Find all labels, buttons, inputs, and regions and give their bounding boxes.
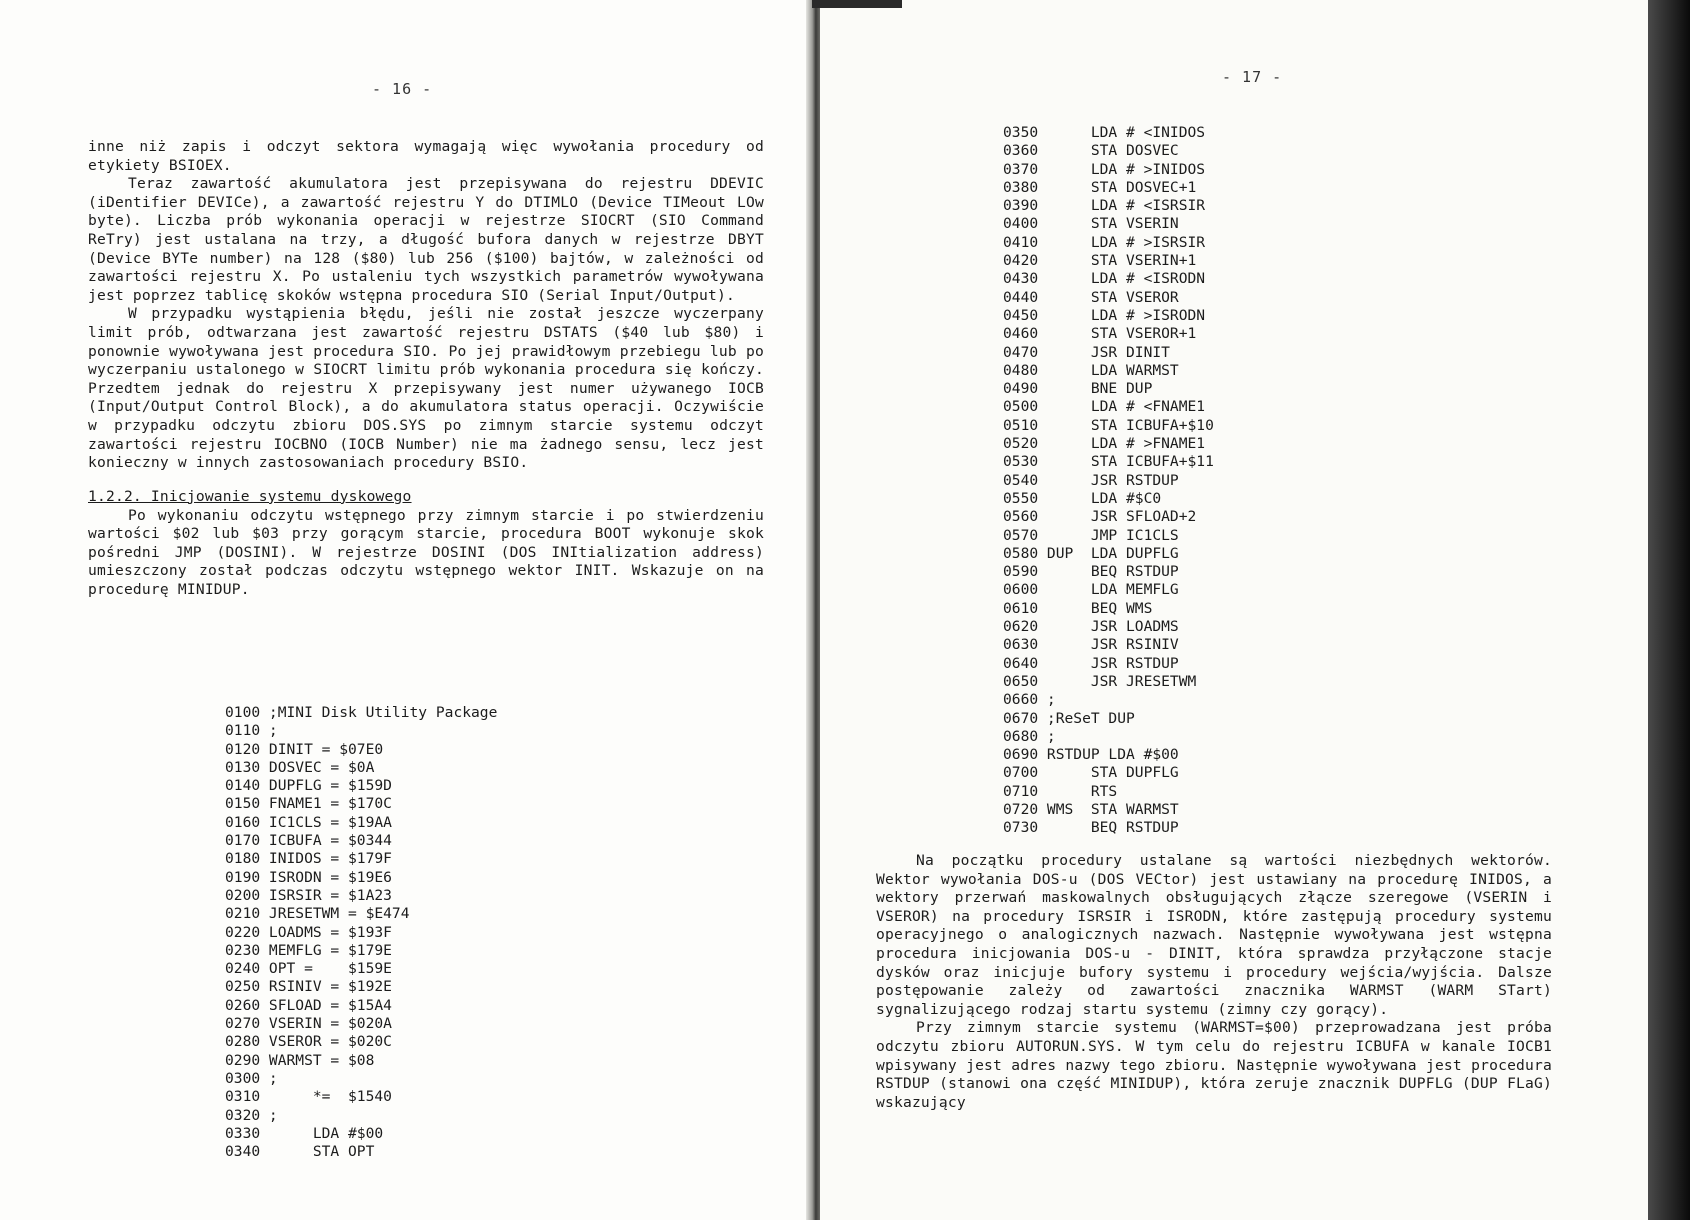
- code-line: 0610 BEQ WMS: [1003, 599, 1153, 617]
- code-line: 0640 JSR RSTDUP: [1003, 654, 1179, 672]
- code-line: 0370 LDA # >INIDOS: [1003, 160, 1206, 178]
- right-page: [812, 0, 1648, 1220]
- code-listing-left: [225, 704, 497, 1161]
- code-line: 0240 OPT = $159E: [225, 960, 392, 978]
- code-line: 0720 WMS STA WARMST: [1003, 800, 1179, 818]
- code-line: 0220 LOADMS = $193F: [225, 923, 392, 941]
- code-line: 0730 BEQ RSTDUP: [1003, 819, 1179, 837]
- code-line: 0200 ISRSIR = $1A23: [225, 886, 392, 904]
- left-page: [0, 0, 812, 1220]
- paragraph: Po wykonaniu odczytu wstępnego przy zimnym starcie i po stwierdzeniu wartości $02 lub $03 przy gorącym starcie, procedura BOOT wykonuje skok pośredni JMP (DOSINI). W rejestrze DOSINI (DOS INItialization address) umieszczony został podczas odczytu wstępnego wektor INIT. Wskazuje on na procedurę MINIDUP.: [88, 506, 764, 599]
- code-line: 0400 STA VSERIN: [1003, 215, 1179, 233]
- code-line: 0320 ;: [225, 1106, 278, 1124]
- code-line: 0500 LDA # <FNAME1: [1003, 398, 1206, 416]
- code-line: 0410 LDA # >ISRSIR: [1003, 233, 1206, 251]
- paragraph: W przypadku wystąpienia błędu, jeśli nie został jeszcze wyczerpany limit prób, odtwarzana jest zawartość rejestru DSTATS ($40 lub $80) i ponownie wywoływana jest procedura SIO. Po jej prawidłowym przebiegu lub po wyczerpaniu ustalonego w SIOCRT limitu prób wykonania procedura się kończy. Przedtem jednak do rejestru X przepisywany jest numer używanego IOCB (Input/Output Control Block), a do akumulatora status operacji. Oczywiście w przypadku odczytu zbioru DOS.SYS po zimnym starcie systemu odczyt zawartości rejestru IOCBNO (IOCB Number) nie ma żadnego sensu, lecz jest konieczny w innych zastosowaniach procedury BSIO.: [88, 305, 764, 472]
- page-edge-shadow: [1648, 0, 1690, 1220]
- paragraph: inne niż zapis i odczyt sektora wymagają więc wywołania procedury od etykiety BSIOEX.: [88, 138, 764, 174]
- paragraph: Przy zimnym starcie systemu (WARMST=$00) przeprowadzana jest próba odczytu zbioru AUTORUN.SYS. W tym celu do rejestru ICBUFA w kanale IOCB1 wpisywany jest adres nazwy tego zbioru. Następnie wywoływana jest procedura RSTDUP (stanowi ona część MINIDUP), która zeruje znacznik DUPFLG (DUP FLaG) wskazujący: [876, 1019, 1552, 1111]
- code-line: 0180 INIDOS = $179F: [225, 850, 392, 868]
- code-line: 0130 DOSVEC = $0A: [225, 758, 375, 776]
- code-line: 0490 BNE DUP: [1003, 380, 1153, 398]
- code-line: 0480 LDA WARMST: [1003, 361, 1179, 379]
- paragraph: Teraz zawartość akumulatora jest przepisywana do rejestru DDEVIC (iDentifier DEVICe), a zawartość rejestru Y do DTIMLO (Device TIMeout LOw byte). Liczba prób wykonania operacji w rejestrze SIOCRT (SIO Command ReTry) jest ustalana na trzy, a długość bufora danych w rejestrze DBYT (Device BYTe number) na 128 ($80) lub 256 ($100) bajtów, w zależności od zawartości rejestru X. Po ustaleniu tych wszystkich parametrów wywoływana jest poprzez tablicę skoków wstępna procedura SIO (Serial Input/Output).: [88, 175, 764, 304]
- code-line: 0620 JSR LOADMS: [1003, 618, 1179, 636]
- code-line: 0510 STA ICBUFA+$10: [1003, 416, 1214, 434]
- code-line: 0540 JSR RSTDUP: [1003, 471, 1179, 489]
- code-line: 0520 LDA # >FNAME1: [1003, 435, 1206, 453]
- code-line: 0670 ;ReSeT DUP: [1003, 709, 1135, 727]
- code-line: 0280 VSEROR = $020C: [225, 1033, 392, 1051]
- code-line: 0570 JMP IC1CLS: [1003, 526, 1179, 544]
- right-text-block: [876, 852, 1552, 1112]
- book-spine-shadow: [806, 0, 820, 1220]
- code-line: 0710 RTS: [1003, 782, 1118, 800]
- code-line: 0140 DUPFLG = $159D: [225, 777, 392, 795]
- code-line: 0420 STA VSERIN+1: [1003, 252, 1197, 270]
- code-line: 0330 LDA #$00: [225, 1124, 384, 1142]
- book-spine-top-edge: [812, 0, 902, 8]
- code-line: 0470 JSR DINIT: [1003, 343, 1170, 361]
- code-line: 0600 LDA MEMFLG: [1003, 581, 1179, 599]
- code-line: 0260 SFLOAD = $15A4: [225, 996, 392, 1014]
- code-line: 0110 ;: [225, 722, 278, 740]
- section-heading: 1.2.2. Inicjowanie systemu dyskowego: [88, 487, 412, 505]
- code-line: 0630 JSR RSINIV: [1003, 636, 1179, 654]
- code-line: 0380 STA DOSVEC+1: [1003, 178, 1197, 196]
- page-number: - 17 -: [1222, 68, 1283, 86]
- code-line: 0290 WARMST = $08: [225, 1051, 375, 1069]
- code-line: 0350 LDA # <INIDOS: [1003, 124, 1206, 141]
- code-line: 0150 FNAME1 = $170C: [225, 795, 392, 813]
- code-line: 0650 JSR JRESETWM: [1003, 672, 1197, 690]
- code-listing-right: [1003, 124, 1214, 838]
- code-line: 0250 RSINIV = $192E: [225, 978, 392, 996]
- code-line: 0160 IC1CLS = $19AA: [225, 813, 392, 831]
- code-line: 0310 *= $1540: [225, 1088, 392, 1106]
- code-line: 0190 ISRODN = $19E6: [225, 868, 392, 886]
- code-line: 0170 ICBUFA = $0344: [225, 832, 392, 850]
- code-line: 0550 LDA #$C0: [1003, 489, 1162, 507]
- code-line: 0210 JRESETWM = $E474: [225, 905, 410, 923]
- code-line: 0300 ;: [225, 1069, 278, 1087]
- code-line: 0560 JSR SFLOAD+2: [1003, 508, 1197, 526]
- code-line: 0430 LDA # <ISRODN: [1003, 270, 1206, 288]
- code-line: 0660 ;: [1003, 691, 1056, 709]
- code-line: 0120 DINIT = $07E0: [225, 740, 384, 758]
- paragraph: Na początku procedury ustalane są wartości niezbędnych wektorów. Wektor wywołania DOS-u (DOS VECtor) jest ustawiany na procedurę INIDOS, a wektory przerwań maskowalnych obsługujących złącze szeregowe (VSERIN i VSEROR) na procedury ISRSIR i ISRODN, które zastępują procedury systemu operacyjnego o analogicznych nazwach. Następnie wywoływana jest wstępna procedura inicjowania DOS-u - DINIT, która sprawdza przyłączone stacje dysków oraz inicjuje bufory systemu i procedury wejścia/wyjścia. Dalsze postępowanie zależy od zawartości znacznika WARMST (WARM STart) sygnalizującego rodzaj startu systemu (zimny czy gorący).: [876, 852, 1552, 1018]
- code-line: 0100 ;MINI Disk Utility Package: [225, 704, 498, 721]
- code-line: 0440 STA VSEROR: [1003, 288, 1179, 306]
- left-text-block: [88, 138, 764, 600]
- code-line: 0230 MEMFLG = $179E: [225, 941, 392, 959]
- code-line: 0390 LDA # <ISRSIR: [1003, 197, 1206, 215]
- code-line: 0690 RSTDUP LDA #$00: [1003, 746, 1179, 764]
- code-line: 0590 BEQ RSTDUP: [1003, 563, 1179, 581]
- code-line: 0340 STA OPT: [225, 1143, 375, 1161]
- page-number: - 16 -: [372, 80, 433, 98]
- code-line: 0530 STA ICBUFA+$11: [1003, 453, 1214, 471]
- code-line: 0680 ;: [1003, 727, 1056, 745]
- code-line: 0450 LDA # >ISRODN: [1003, 306, 1206, 324]
- code-line: 0580 DUP LDA DUPFLG: [1003, 544, 1179, 562]
- code-line: 0270 VSERIN = $020A: [225, 1015, 392, 1033]
- code-line: 0360 STA DOSVEC: [1003, 142, 1179, 160]
- code-line: 0460 STA VSEROR+1: [1003, 325, 1197, 343]
- code-line: 0700 STA DUPFLG: [1003, 764, 1179, 782]
